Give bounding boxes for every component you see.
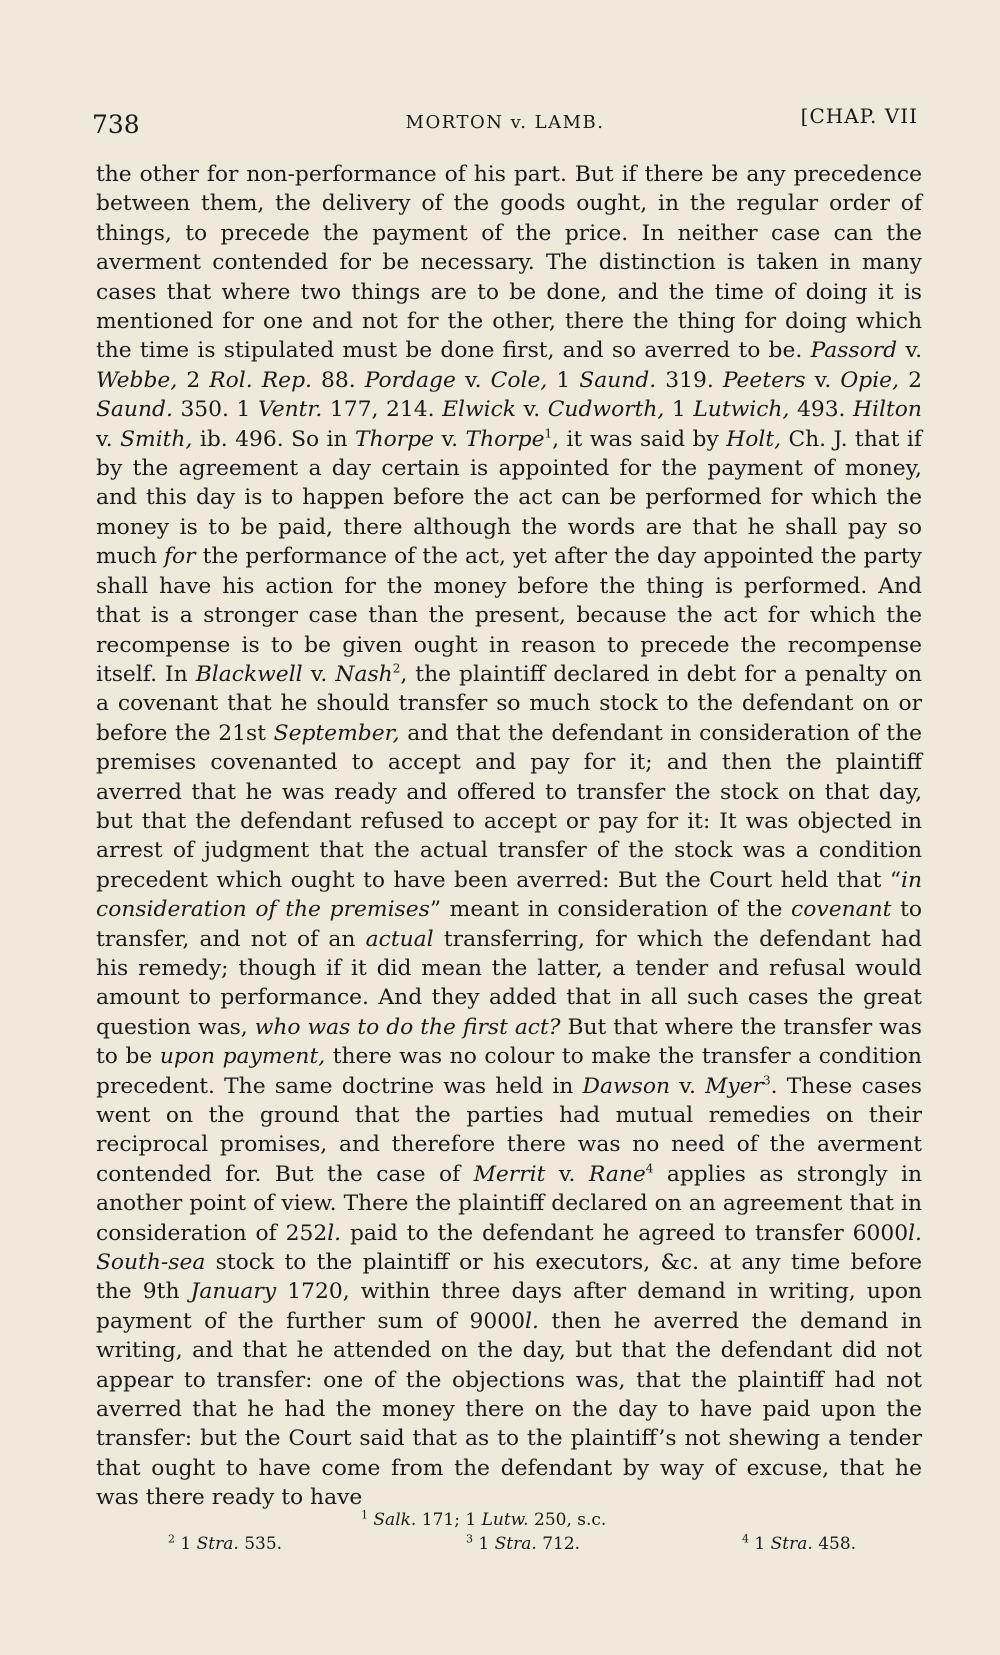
footnote-marker: 3 — [763, 1073, 771, 1088]
footnote-3: $^3$ 1 Stra. 712. — [466, 1532, 581, 1554]
footnote-2: $^2$ 1 Stra. 535. — [168, 1532, 283, 1554]
page-number: 738 — [92, 110, 140, 139]
footnote-1: $^1$ Salk. 171; 1 Lutw. 250, s.c. — [361, 1508, 607, 1530]
footnote-4: $^4$ 1 Stra. 458. — [742, 1532, 857, 1554]
footnote-marker: 4 — [645, 1161, 654, 1176]
footnote-marker: 1 — [544, 426, 553, 441]
running-title: MORTON v. LAMB. — [405, 112, 605, 133]
page-header — [92, 104, 918, 144]
chapter-label: [CHAP. VII — [800, 104, 918, 128]
footnotes — [96, 1508, 922, 1556]
footnote-marker: 2 — [392, 661, 401, 676]
body-paragraph: the other for non-performance of his part. But if there be any precedence between them, the delivery of the goods ought, in the regular order of things, to precede the payment of the price. In neither case can the averment contended for be necessary. The distinction is taken in many cases that where two things are to be done, and the time of doing it is mentioned for one and not for the other, there the thing for doing which the time is stipulated must be done first, and so averred to be. Passord v. Webbe, 2 Rol. Rep. 88. Pordage v. Cole, 1 Saund. 319. Peeters v. Opie, 2 Saund. 350. 1 Ventr. 177, 214. Elwick v. Cudworth, 1 Lutwich, 493. Hilton v. Smith, ib. 496. So in Thorpe v. Thorpe$^1$, it was said by Holt, Ch. J. that if by the agreement a day certain is appointed for the payment of money, and this day is to happen before the act can be performed for which the money is to be paid, there although the words are that he shall pay so much for the performance of the act, yet after the day appointed the party shall have his action for the money before the thing is performed. And that is a stronger case than the present, because the act for which the recompense is to be given ought in reason to precede the recompense itself. In Blackwell v. Nash$^2$, the plaintiff declared in debt for a penalty on a covenant that he should transfer so much stock to the defendant on or before the 21st September, and that the defendant in consideration of the premises covenanted to accept and pay for it; and then the plaintiff averred that he was ready and offered to transfer the stock on that day, but that the defendant refused to accept or pay for it: It was objected in arrest of judgment that the actual transfer of the stock was a condition precedent which ought to have been averred: But the Court held that “in consideration of the premises” meant in consideration of the covenant to transfer, and not of an actual transferring, for which the defendant had his remedy; though if it did mean the latter, a tender and refusal would amount to performance. And they added that in all such cases the great question was, who was to do the first act? But that where the transfer was to be upon payment, there was no colour to make the transfer a condition precedent. The same doctrine was held in Dawson v. Myer$^3$. These cases went on the ground that the parties had mutual remedies on their reciprocal promises, and therefore there was no need of the averment contended for. But the case of Merrit v. Rane$^4$ applies as strongly in another point of view. There the plaintiff declared on an agreement that in consideration of 252l. paid to the defendant he agreed to transfer 6000l. South-sea stock to the plaintiff or his executors, &c. at any time before the 9th January 1720, within three days after demand in writing, upon payment of the further sum of 9000l. then he averred the demand in writing, and that he attended on the day, but that the defendant did not appear to transfer: one of the objections was, that the plaintiff had not averred that he had the money there on the day to have paid upon the transfer: but the Court said that as to the plaintiff’s not shewing a tender that ought to have come from the defendant by way of excuse, that he was there ready to have — [96, 162, 923, 1511]
